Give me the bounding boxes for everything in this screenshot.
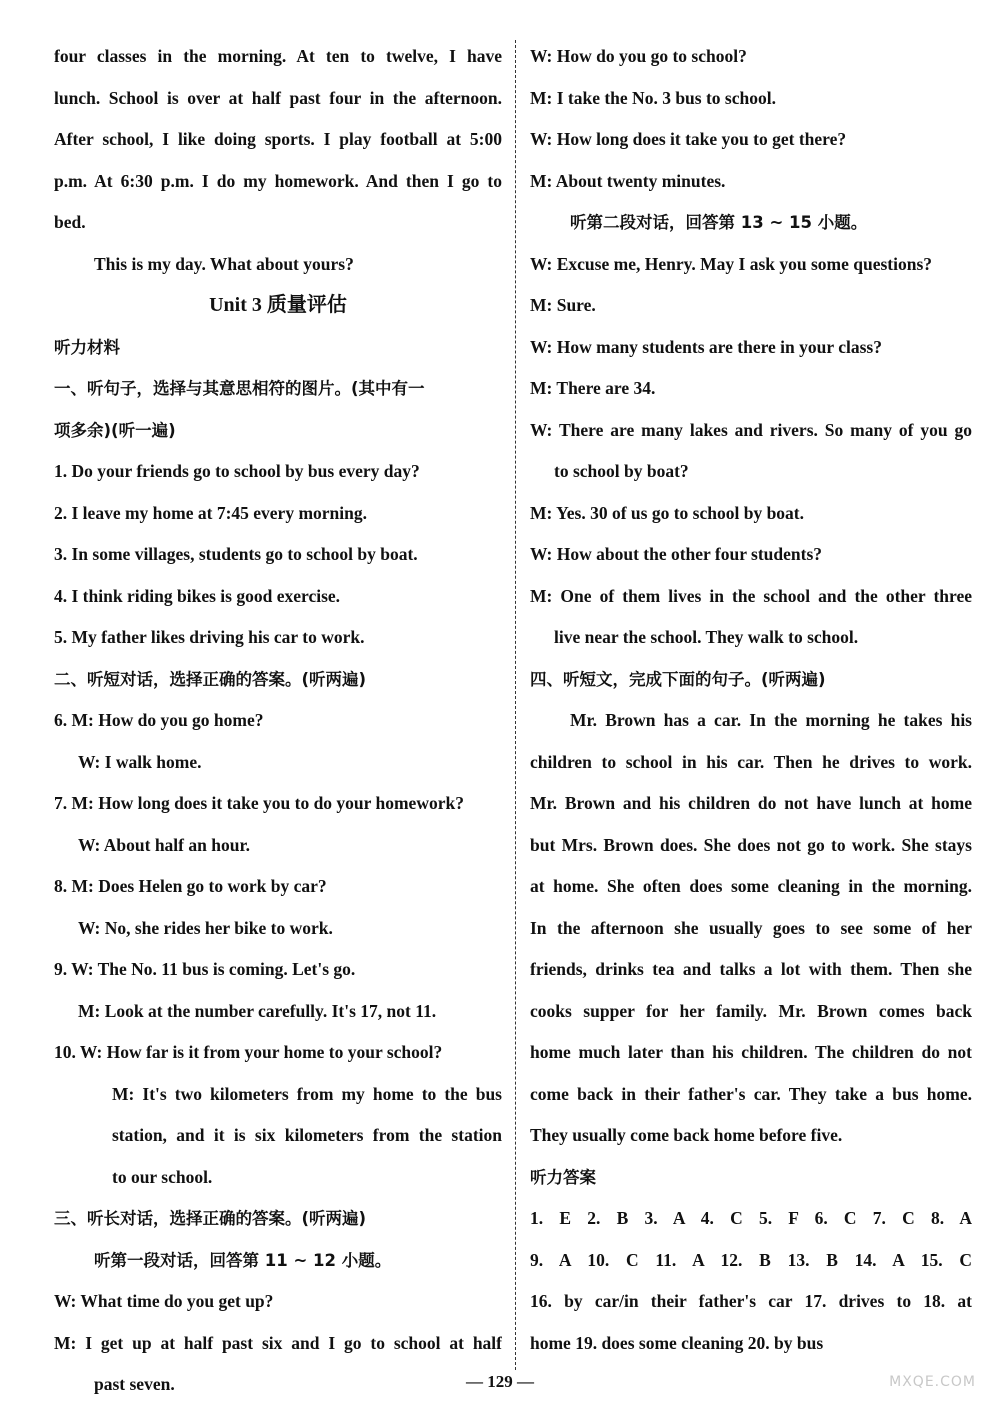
left-line: 1. Do your friends go to school by bus every day? — [54, 461, 420, 481]
right-line: children to school in his car. Then he drives to work. — [530, 751, 972, 772]
left-line: W: About half an hour. — [78, 834, 250, 855]
right-line: M: There are 34. — [530, 378, 656, 398]
left-line: W: No, she rides her bike to work. — [78, 917, 333, 938]
right-line: home much later than his children. The children do not — [530, 1042, 972, 1062]
right-line: M: Sure. — [530, 295, 596, 315]
right-line: friends, drinks tea and talks a lot with them. Then she — [530, 959, 972, 979]
right-line: W: There are many lakes and rivers. So many of you go — [530, 419, 972, 440]
left-line: After school, I like doing sports. I play football at 5:00 — [54, 129, 502, 149]
left-line: 6. M: How do you go home? — [54, 710, 264, 730]
right-line: but Mrs. Brown does. She does not go to work. She stays — [530, 834, 972, 855]
right-line: M: About twenty minutes. — [530, 170, 726, 191]
left-line: 项多余)(听一遍) — [54, 420, 176, 440]
right-line: 1. E 2. B 3. A 4. C 5. F 6. C 7. C 8. A — [530, 1208, 972, 1228]
left-column — [54, 36, 502, 1406]
right-line: W: Excuse me, Henry. May I ask you some questions? — [530, 253, 933, 274]
right-line: 16. by car/in their father's car 17. drives to 18. at — [530, 1291, 972, 1311]
right-line: Mr. Brown has a car. In the morning he takes his — [570, 710, 972, 730]
right-line: live near the school. They walk to school. — [554, 627, 859, 647]
right-line: 听力答案 — [530, 1167, 596, 1187]
left-line: 二、听短对话，选择正确的答案。(听两遍) — [54, 669, 367, 689]
column-divider — [515, 40, 516, 1370]
right-line: cooks supper for her family. Mr. Brown comes back — [530, 1000, 972, 1021]
left-line: station, and it is six kilometers from the station — [112, 1125, 502, 1145]
right-column — [530, 36, 972, 1364]
left-line: past seven. — [94, 1374, 175, 1394]
right-line: Mr. Brown and his children do not have lunch at home — [530, 793, 972, 813]
right-line: to school by boat? — [554, 461, 689, 481]
right-line: at home. She often does some cleaning in the morning. — [530, 876, 972, 896]
left-line: 5. My father likes driving his car to work. — [54, 627, 365, 647]
left-line: 2. I leave my home at 7:45 every morning. — [54, 502, 367, 523]
right-line: 听第二段对话，回答第 13 ~ 15 小题。 — [570, 213, 868, 232]
right-line: W: How do you go to school? — [530, 46, 747, 66]
right-line: M: Yes. 30 of us go to school by boat. — [530, 502, 805, 523]
left-line: M: It's two kilometers from my home to the bus — [112, 1083, 502, 1104]
watermark: MXQE.COM — [889, 1374, 976, 1390]
left-line: 听力材料 — [54, 337, 120, 357]
right-line: come back in their father's car. They take a bus home. — [530, 1083, 972, 1104]
right-line: M: I take the No. 3 bus to school. — [530, 87, 776, 108]
page-number: — 129 — — [466, 1372, 534, 1391]
right-line: W: How about the other four students? — [530, 544, 823, 564]
left-line: bed. — [54, 212, 86, 232]
left-line: W: I walk home. — [78, 751, 202, 772]
left-line: 一、听句子，选择与其意思相符的图片。(其中有一 — [54, 379, 425, 398]
left-line: W: What time do you get up? — [54, 1291, 274, 1311]
left-line: 三、听长对话，选择正确的答案。(听两遍) — [54, 1209, 367, 1228]
right-line: 9. A 10. C 11. A 12. B 13. B 14. A 15. C — [530, 1249, 972, 1270]
right-line: 四、听短文，完成下面的句子。(听两遍) — [530, 669, 826, 689]
left-line: lunch. School is over at half past four in the afternoon. — [54, 87, 502, 108]
left-line: 8. M: Does Helen go to work by car? — [54, 876, 327, 896]
left-line: 7. M: How long does it take you to do your homework? — [54, 793, 464, 813]
right-line: W: How long does it take you to get there? — [530, 129, 847, 149]
left-line: 听第一段对话，回答第 11 ~ 12 小题。 — [94, 1250, 392, 1270]
left-line: 4. I think riding bikes is good exercise. — [54, 585, 341, 606]
left-line: 10. W: How far is it from your home to your school? — [54, 1042, 443, 1062]
left-line: 3. In some villages, students go to school by boat. — [54, 544, 418, 564]
right-line: In the afternoon she usually goes to see some of her — [530, 917, 972, 938]
left-line: M: I get up at half past six and I go to school at half — [54, 1332, 502, 1353]
right-line: home 19. does some cleaning 20. by bus — [530, 1332, 824, 1353]
right-line: W: How many students are there in your class? — [530, 336, 882, 357]
left-line: 9. W: The No. 11 bus is coming. Let's go. — [54, 959, 356, 979]
left-line: M: Look at the number carefully. It's 17, not 11. — [78, 1000, 437, 1021]
left-line: four classes in the morning. At ten to twelve, I have — [54, 46, 502, 66]
left-line: p.m. At 6:30 p.m. I do my homework. And then I go to — [54, 170, 502, 191]
left-line: to our school. — [112, 1166, 213, 1187]
right-line: M: One of them lives in the school and the other three — [530, 585, 972, 606]
right-line: They usually come back home before five. — [530, 1125, 843, 1145]
left-line: Unit 3 质量评估 — [209, 294, 347, 316]
left-line: This is my day. What about yours? — [94, 253, 354, 274]
